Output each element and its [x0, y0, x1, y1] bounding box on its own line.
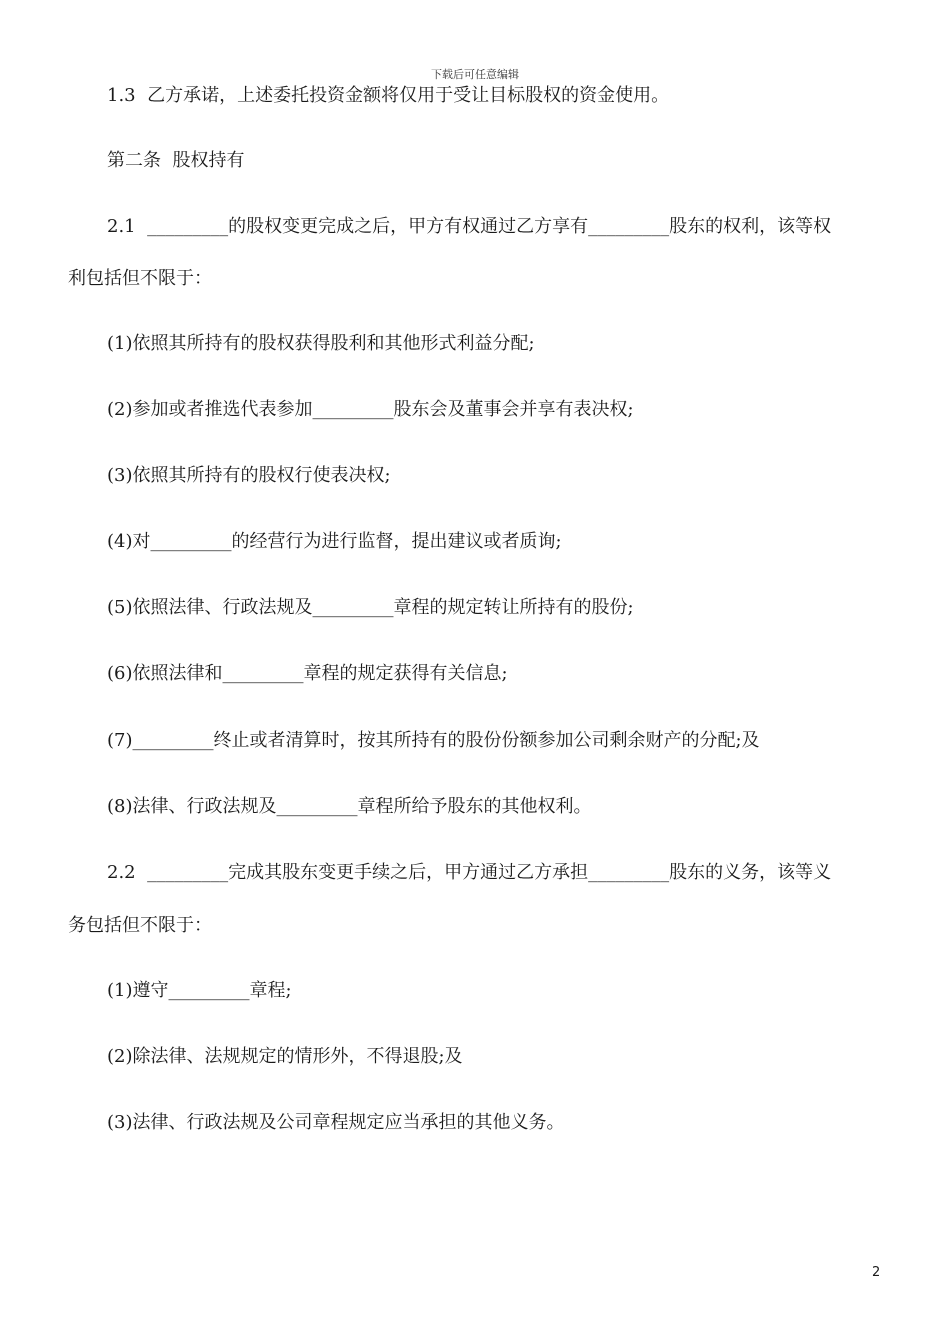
right-item-2: (2)参加或者推选代表参加_________股东会及董事会并享有表决权;: [107, 399, 634, 420]
clause-2-1-continued: 利包括但不限于：: [68, 268, 212, 289]
clause-2-2-continued: 务包括但不限于：: [68, 915, 212, 936]
clause-2-1: 2.1 _________的股权变更完成之后，甲方有权通过乙方享有_________股东的权利，该等权: [107, 216, 832, 237]
right-item-5: (5)依照法律、行政法规及_________章程的规定转让所持有的股份;: [107, 597, 634, 618]
duty-item-1: (1)遵守_________章程;: [107, 980, 292, 1001]
right-item-3: (3)依照其所持有的股权行使表决权;: [107, 465, 391, 486]
duty-item-3: (3)法律、行政法规及公司章程规定应当承担的其他义务。: [107, 1112, 565, 1133]
right-item-4: (4)对_________的经营行为进行监督，提出建议或者质询;: [107, 531, 562, 552]
header-note: 下载后可任意编辑: [431, 68, 519, 81]
duty-item-2: (2)除法律、法规规定的情形外，不得退股;及: [107, 1046, 463, 1067]
right-item-7: (7)_________终止或者清算时，按其所持有的股份份额参加公司剩余财产的分配;及: [107, 730, 760, 751]
right-item-8: (8)法律、行政法规及_________章程所给予股东的其他权利。: [107, 796, 592, 817]
clause-1-3: 1.3 乙方承诺，上述委托投资金额将仅用于受让目标股权的资金使用。: [107, 85, 670, 106]
page-number: 2: [872, 1265, 881, 1280]
article-2-heading: 第二条 股权持有: [107, 150, 245, 171]
right-item-6: (6)依照法律和_________章程的规定获得有关信息;: [107, 663, 508, 684]
clause-2-2: 2.2 _________完成其股东变更手续之后，甲方通过乙方承担_________股东的义务，该等义: [107, 862, 832, 883]
right-item-1: (1)依照其所持有的股权获得股利和其他形式利益分配;: [107, 333, 535, 354]
